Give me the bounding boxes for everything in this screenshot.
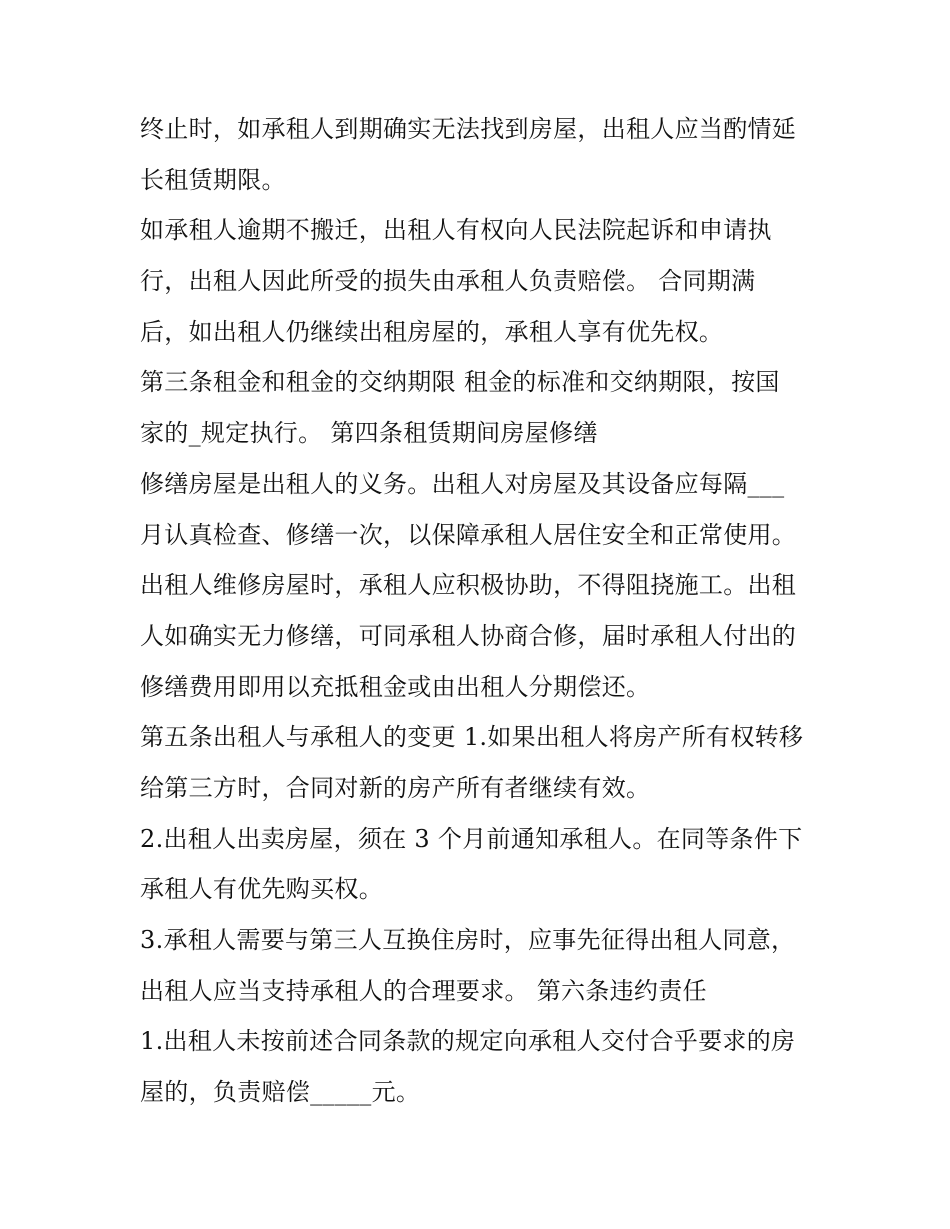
text-line: 给第三方时，合同对新的房产所有者继续有效。	[140, 773, 651, 802]
text-line: 长租赁期限。	[140, 165, 286, 194]
text-line: 月认真检查、修缮一次，以保障承租人居住安全和正常使用。	[140, 520, 797, 549]
text-line: 3.承租人需要与第三人互换住房时，应事先征得出租人同意，	[140, 926, 796, 954]
text-line: 终止时，如承租人到期确实无法找到房屋，出租人应当酌情延	[140, 115, 797, 143]
text-line: 2.出租人出卖房屋，须在 3 个月前通知承租人。在同等条件下	[140, 824, 803, 853]
text-line: 如承租人逾期不搬迁，出租人有权向人民法院起诉和申请执	[140, 216, 772, 245]
text-line: 出租人应当支持承租人的合理要求。 第六条违约责任	[140, 976, 707, 1005]
text-line: 后，如出租人仍继续出租房屋的，承租人享有优先权。	[140, 317, 724, 346]
text-line: 家的_规定执行。 第四条租赁期间房屋修缮	[140, 419, 598, 448]
text-line: 出租人维修房屋时，承租人应积极协助，不得阻挠施工。出租	[140, 571, 797, 600]
text-line: 修缮费用即用以充抵租金或由出租人分期偿还。	[140, 672, 651, 701]
text-line: 修缮房屋是出租人的义务。出租人对房屋及其设备应每隔___	[140, 469, 785, 498]
contract-text	[140, 104, 820, 1118]
text-line: 行，出租人因此所受的损失由承租人负责赔偿。 合同期满	[140, 267, 756, 296]
text-line: 屋的，负责赔偿_____元。	[140, 1078, 421, 1107]
text-line: 第三条租金和租金的交纳期限 租金的标准和交纳期限，按国	[140, 368, 780, 397]
text-line: 承租人有优先购买权。	[140, 875, 383, 904]
text-line: 1.出租人未按前述合同条款的规定向承租人交付合乎要求的房	[140, 1027, 796, 1056]
text-line: 第五条出租人与承租人的变更 1.如果出租人将房产所有权转移	[140, 723, 804, 752]
text-line: 人如确实无力修缮，可同承租人协商合修，届时承租人付出的	[140, 621, 797, 650]
